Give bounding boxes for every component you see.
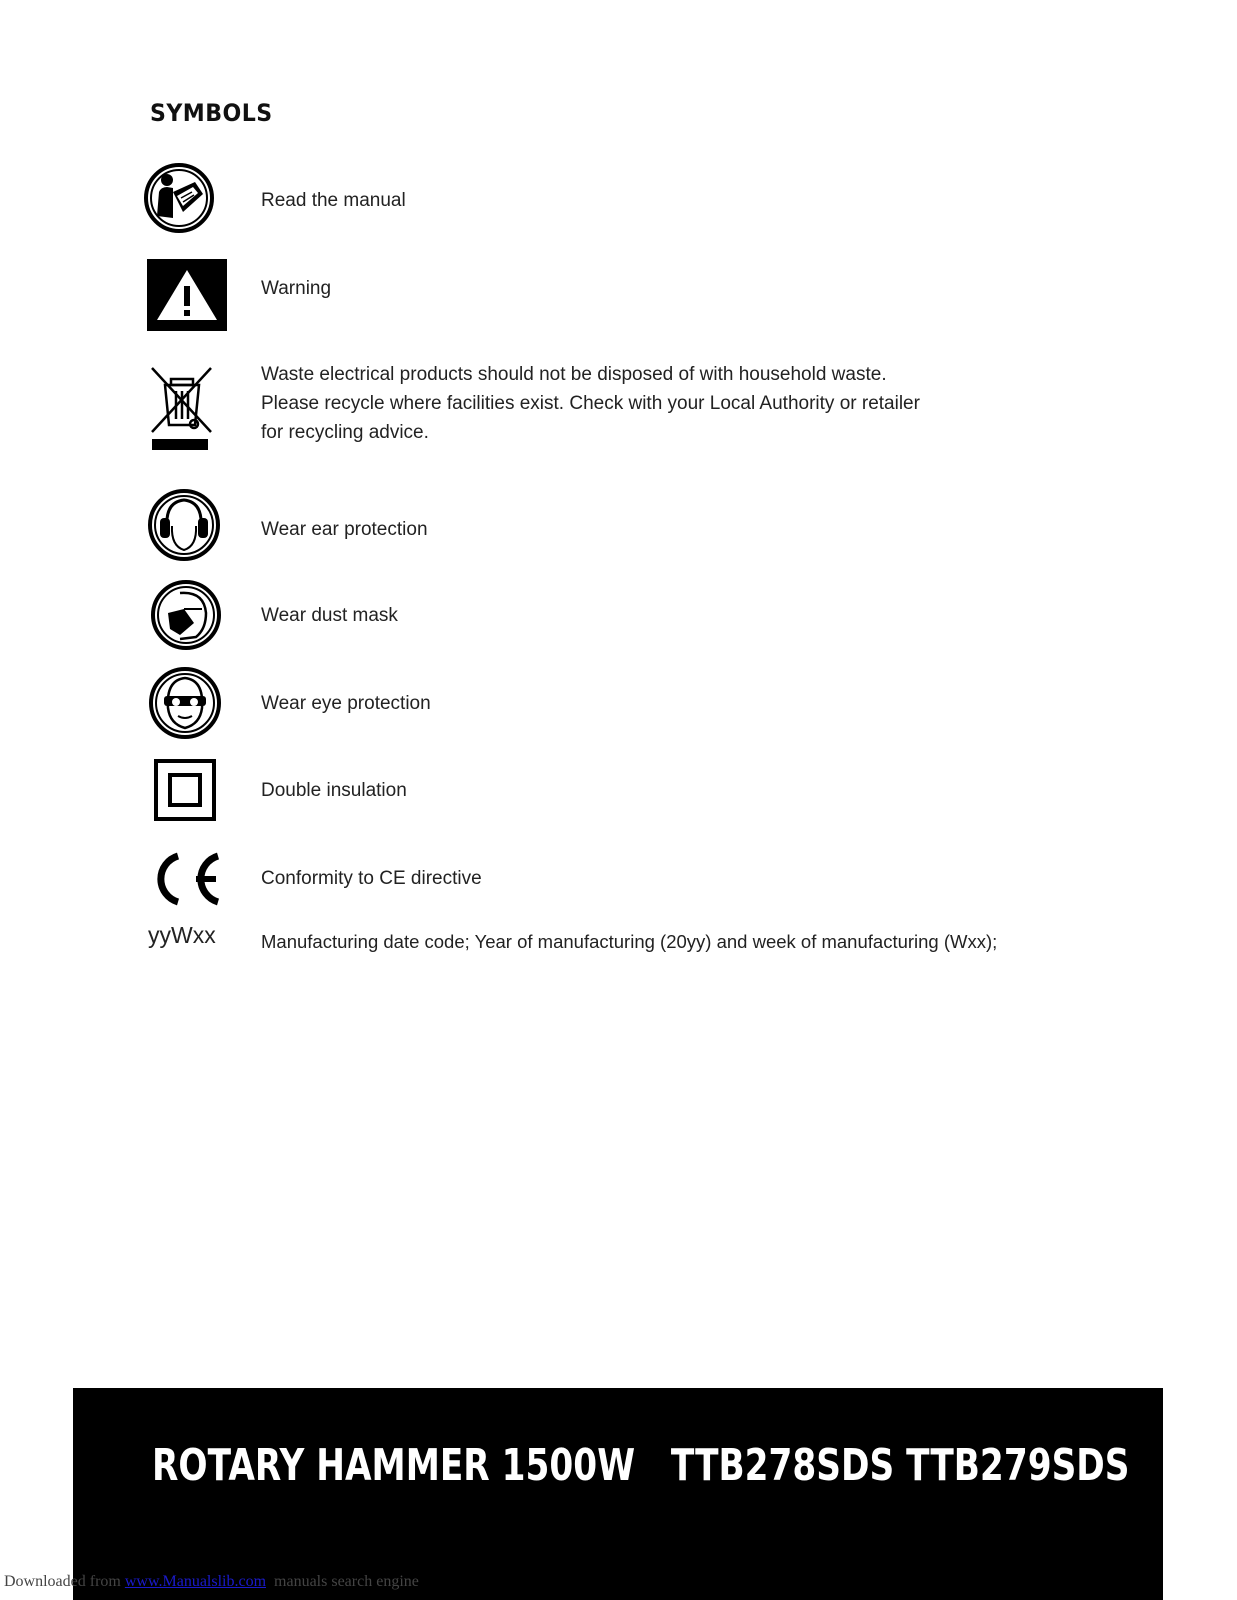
weee-text (261, 360, 920, 447)
warning-icon (147, 259, 227, 331)
download-prefix: Downloaded from (4, 1573, 125, 1590)
double-insulation-icon (154, 759, 216, 821)
download-suffix: manuals search engine (266, 1573, 419, 1590)
ce-label: Conformity to CE directive (261, 868, 482, 889)
manualslib-link[interactable]: www.Manualslib.com (124, 1573, 267, 1590)
eye-protection-icon (148, 666, 222, 740)
double-insulation-label: Double insulation (261, 780, 407, 801)
ear-protection-label: Wear ear protection (261, 519, 428, 540)
weee-line-2: Please recycle where facilities exist. Check with your Local Authority or retailer (261, 393, 920, 414)
dust-mask-icon (150, 579, 222, 651)
date-code: yyWxx (148, 922, 216, 948)
ce-mark-icon (146, 851, 226, 907)
read-manual-icon (143, 162, 215, 234)
date-code-label: Manufacturing date code; Year of manufacturing (20yy) and week of manufacturing (Wxx); (261, 931, 998, 952)
ear-protection-icon (147, 488, 221, 562)
footer-bar (73, 1388, 1163, 1600)
dust-mask-label: Wear dust mask (261, 605, 398, 626)
download-notice (4, 1573, 419, 1591)
read-manual-label: Read the manual (261, 190, 406, 211)
weee-line-3: for recycling advice. (261, 422, 429, 443)
page-heading: SYMBOLS (150, 99, 273, 127)
eye-protection-label: Wear eye protection (261, 693, 431, 714)
weee-bin-icon (149, 365, 215, 453)
weee-line-1: Waste electrical products should not be disposed of with household waste. (261, 364, 887, 385)
product-title: ROTARY HAMMER 1500W TTB278SDS TTB279SDS (152, 1440, 1130, 1491)
warning-label: Warning (261, 278, 332, 299)
